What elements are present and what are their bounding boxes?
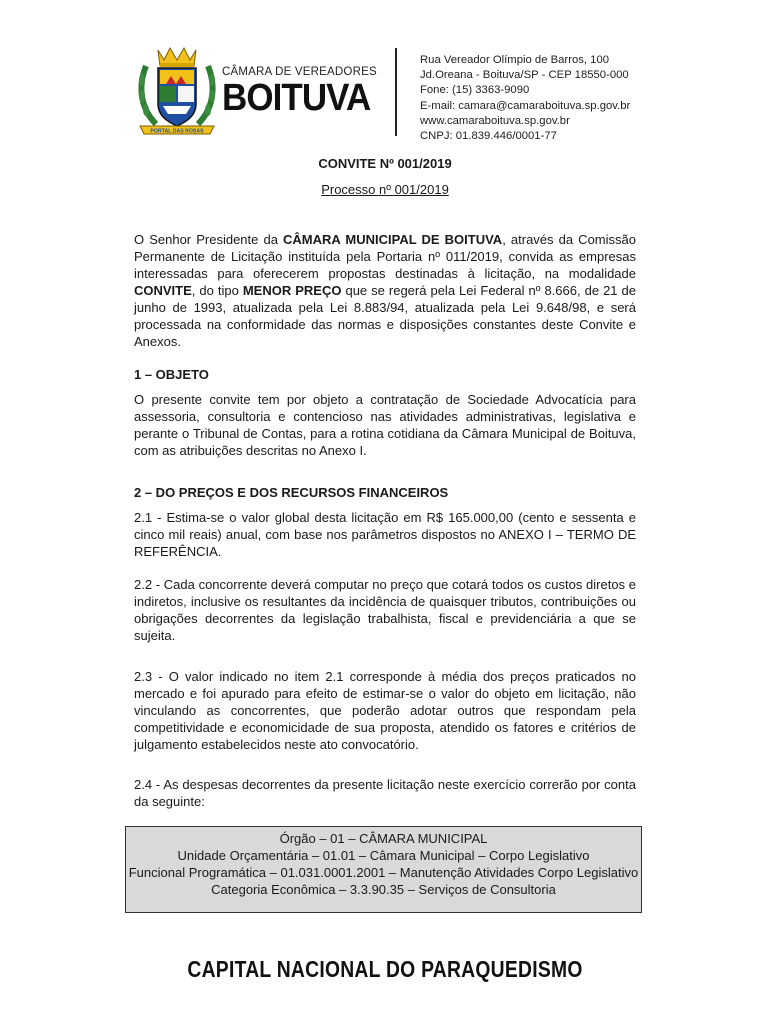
intro-text-3: , do tipo: [191, 283, 243, 298]
contact-address: Rua Vereador Olímpio de Barros, 100: [420, 54, 610, 66]
clause-2-1: [134, 509, 636, 560]
contact-email: E-mail: camara@camaraboituva.sp.gov.br: [420, 99, 631, 112]
clause-2-1-text: 2.1 - Estima-se o valor global desta licitação em R$ 165.000,00 (cento e sessenta e cinco mil reais) anual, com base nos parâmetros dispostos no ANEXO I – TERMO DE REFERÊNCIA.: [134, 510, 636, 559]
crest-ribbon-text: PORTAL DAS ROSAS: [150, 128, 204, 135]
budget-line-orgao: Órgão – 01 – CÂMARA MUNICIPAL: [279, 831, 488, 846]
budget-line-funcional: Funcional Programática – 01.031.0001.2001 – Manutenção Atividades Corpo Legislativo: [128, 865, 639, 880]
clause-2-4-text: 2.4 - As despesas decorrentes da presente licitação neste exercício correrão por conta da seguinte:: [134, 777, 636, 809]
municipal-crest-icon: [136, 46, 218, 136]
contact-phone: Fone: (15) 3363-9090: [420, 84, 530, 97]
logo-subtitle: CÂMARA DE VEREADORES: [222, 66, 377, 78]
intro-text-1: O Senhor Presidente da: [134, 232, 284, 247]
clause-2-2: [134, 576, 636, 644]
budget-allocation-box: [125, 826, 642, 913]
intro-text-2: , através da Comissão Permanente de Licitação instituída pela Portaria nº 011/2019, convida as empresas interessadas para oferecerem propostas destinadas à licitação, na modalidade: [134, 232, 636, 281]
section-1-text: O presente convite tem por objeto a contratação de Sociedade Advocatícia para assessoria, consultoria e contencioso nas atividades administrativas, legislativa e perante o Tribunal de Contas, para a rotina cotidiana da Câmara Municipal de Boituva, com as atribuições descritas no Anexo I.: [134, 392, 636, 458]
budget-line-categoria: Categoria Econômica – 3.3.90.35 – Serviços de Consultoria: [211, 882, 556, 897]
budget-line-unidade: Unidade Orçamentária – 01.01 – Câmara Municipal – Corpo Legislativo: [177, 848, 590, 863]
clause-2-4: [134, 776, 636, 810]
intro-text-4: que se regerá pela Lei Federal nº 8.666, de 21 de junho de 1993, atualizada pela Lei 8.883/94, atualizada pela Lei 9.648/98, e será processada na conformidade das normas e disposições constantes deste Convite e Anexos.: [134, 283, 636, 349]
section-2-heading: [134, 484, 636, 501]
intro-bold-chamber: CÂMARA MUNICIPAL DE BOITUVA: [283, 232, 503, 247]
intro-bold-modality: CONVITE: [134, 283, 192, 298]
logo-title: BOITUVA: [222, 77, 371, 119]
section-2-heading-text: 2 – DO PREÇOS E DOS RECURSOS FINANCEIROS: [134, 485, 449, 500]
logo-wordmark: [222, 66, 377, 119]
section-1-body: [134, 391, 636, 459]
contact-city: Jd.Oreana - Boituva/SP - CEP 18550-000: [420, 69, 629, 82]
intro-bold-type: MENOR PREÇO: [242, 283, 342, 298]
contact-cnpj: CNPJ: 01.839.446/0001-77: [420, 130, 557, 143]
clause-2-3-text: 2.3 - O valor indicado no item 2.1 corresponde à média dos preços praticados no mercado e foi apurado para efeito de estimar-se o valor do objeto em licitação, não vinculando as concorrentes, que poderão adotar outros que respondam pela competitividade e economicidade de sua proposta, atendido os fatores e critérios de julgamento estabelecidos neste ato convocatório.: [134, 669, 636, 752]
contact-block: [420, 53, 630, 144]
footer-slogan: CAPITAL NACIONAL DO PARAQUEDISMO: [187, 956, 583, 982]
process-number: Processo nº 001/2019: [321, 182, 449, 197]
section-1-heading: [134, 366, 636, 383]
document-title: CONVITE Nº 001/2019: [318, 156, 452, 171]
clause-2-2-text: 2.2 - Cada concorrente deverá computar no preço que cotará todos os custos diretos e indiretos, inclusive os resultantes da incidência de quaisquer tributos, contribuições ou obrigações decorrentes da legislação trabalhista, fiscal e previdenciária a que se sujeita.: [134, 577, 636, 643]
intro-paragraph: [134, 231, 636, 350]
header-divider: [395, 48, 397, 136]
section-1-heading-text: 1 – OBJETO: [134, 367, 209, 382]
contact-website: www.camaraboituva.sp.gov.br: [420, 114, 570, 127]
clause-2-3: [134, 668, 636, 753]
